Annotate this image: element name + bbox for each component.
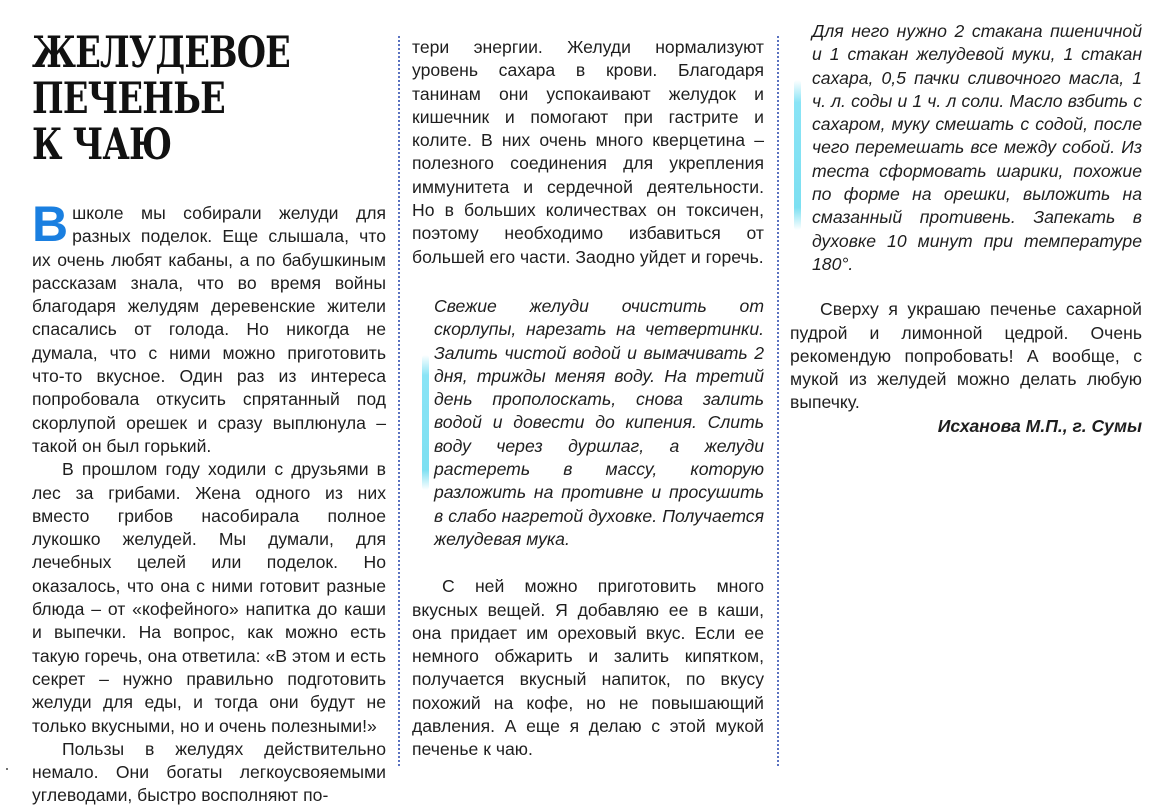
drop-cap: В (32, 196, 69, 252)
column-right (790, 0, 1142, 438)
column-divider (777, 36, 779, 766)
paragraph-benefits-start: Пользы в желудях действительно немало. Они богаты легкоусвояемыми углеводами, быстро восполняют по- (32, 738, 386, 806)
paragraph-uses: С ней можно приготовить много вкусных вещей. Я добавляю ее в каши, она придает им ореховый вкус. Если ее немного обжарить и залить кипятком, получается вкусный напиток, по вкусу похожий на кофе, но не повышающий давления. А еще я делаю с этой мукой печенье к чаю. (412, 576, 764, 760)
column-left (32, 0, 386, 808)
paragraph-intro (32, 196, 386, 458)
article-title (32, 30, 391, 168)
accent-bar (422, 355, 429, 490)
paragraph-decorate: Сверху я украшаю печенье сахарной пудрой и лимонной цедрой. Очень рекомендую попробовать! А вообще, с мукой из желудей можно делать любую выпечку. (790, 299, 1142, 413)
recipe-acorn-flour (412, 295, 764, 551)
title-line-2: К ЧАЮ (32, 120, 172, 170)
column-divider (398, 36, 400, 766)
paragraph-mushrooms: В прошлом году ходили с друзьями в лес за грибами. Жена одного из них вместо грибов насобирала полное лукошко желудей. Мы думали, для лечебных целей или поделок. Но оказалось, что она с ними готовит разные блюда – от «кофейного» напитка до каши и выпечки. На вопрос, как можно есть такую горечь, она ответила: «В этом и есть секрет – нужно правильно подготовить желуди для еды, и тогда они будут не только вкусными, но и очень полезными!» (32, 459, 386, 736)
intro-block (32, 196, 386, 458)
column-middle (412, 0, 764, 762)
title-line-1: ЖЕЛУДЕВОЕ ПЕЧЕНЬЕ (32, 28, 290, 124)
print-speck (6, 768, 8, 770)
accent-bar (794, 80, 801, 230)
recipe-cookies (790, 20, 1142, 276)
paragraph-intro-text: школе мы собирали желуди для разных поделок. Еще слышала, что их очень любят кабаны, а по бабушкиным рассказам знала, что во время войны благодаря желудям деревенские жители спасались от голода. Но никогда не думала, что с ними можно приготовить что-то вкусное. Один раз из интереса попробовала откусить спрятанный под скорлупой орешек и сразу выплюнула – такой он был горький. (32, 203, 386, 456)
author-signature: Исханова М.П., г. Сумы (937, 415, 1142, 436)
recipe-flour-text: Свежие желуди очистить от скорлупы, нарезать на четвертинки. Залить чистой водой и вымачивать 2 дня, трижды меняя воду. На третий день прополоскать, снова залить водой и довести до кипения. Слить воду через дуршлаг, а желуди растереть в массу, которую разложить на противне и просушить в слабо нагретой духовке. Получается желудевая мука. (434, 295, 764, 549)
recipe-cookies-text: Для него нужно 2 стакана пшеничной и 1 стакан желудевой муки, 1 стакан сахара, 0,5 пачки сливочного масла, 1 ч. л. соды и 1 ч. л соли. Масло взбить с сахаром, муку смешать с содой, после чего перемешать все между собой. Из теста сформовать шарики, похожие по форме на орешки, выложить на смазанный противень. Запекать в духовке 10 минут при температуре 180°. (812, 21, 1142, 274)
paragraph-benefits-cont: тери энергии. Желуди нормализуют уровень сахара в крови. Благодаря танинам они успокаивают желудок и кишечник и помогают при гастрите и колите. В них очень много кверцетина – полезного соединения для укрепления иммунитета и сердечной деятельности. Но в больших количествах он токсичен, поэтому необходимо избавиться от большей его части. Заодно уйдет и горечь. (412, 37, 764, 267)
